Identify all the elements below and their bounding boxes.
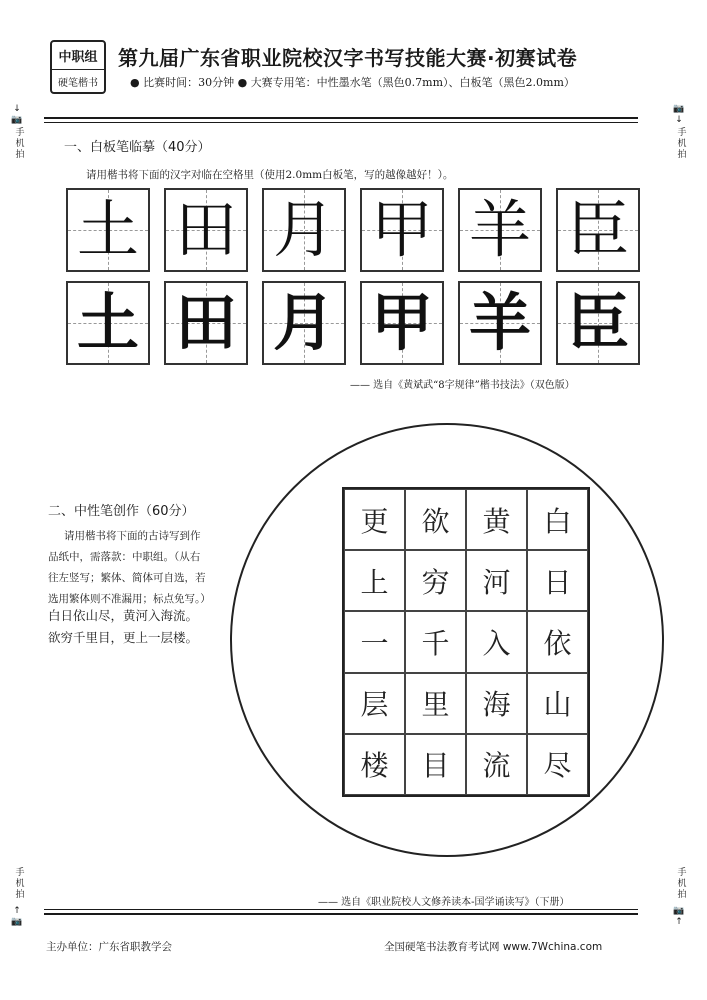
poem-cell: 里 [405,673,466,734]
poem-cell: 一 [344,611,405,672]
exam-info: ● 比赛时间：30分钟 ● 大赛专用笔：中性墨水笔（黑色0.7mm）、白板笔（黑色2.0mm） [130,76,575,89]
margin-mark-top-right [672,104,686,126]
page-title: 第九届广东省职业院校汉字书写技能大赛·初赛试卷 [118,46,578,70]
instruction-line: 请用楷书将下面的古诗写到作 [64,530,201,542]
copy-cell [164,281,248,365]
footer-organizer: 主办单位：广东省职教学会 [46,941,172,953]
camera-up-icon: ↑📷 [11,906,23,927]
camera-up-icon: 📷↑ [673,906,685,927]
poem-cell: 上 [344,550,405,611]
camera-down-icon: ↓📷 [11,104,23,125]
copy-char: 月 [272,286,335,359]
poem-cell: 尽 [527,734,588,795]
poem-cell: 海 [466,673,527,734]
instruction-line: 往左竖写；繁体、简体可自选，若 [48,572,206,584]
model-cell [360,188,444,272]
copy-char: 土 [76,286,139,359]
poem-cell: 黄 [466,489,527,550]
badge-style-label: 硬笔楷书 [58,77,98,89]
section1-heading: 一、白板笔临摹（40分） [64,140,211,155]
model-cell [262,188,346,272]
poem-cell: 穷 [405,550,466,611]
margin-mark-top-left [10,104,24,126]
section2-instruction [48,526,228,610]
poem-cell: 白 [527,489,588,550]
margin-label-top-left: 手机拍 [15,128,25,160]
poem-cell: 河 [466,550,527,611]
model-char: 羊 [468,193,531,266]
camera-down-icon: 📷↓ [673,104,685,125]
model-cell [458,188,542,272]
section1-instruction: 请用楷书将下面的汉字对临在空格里（使用2.0mm白板笔，写的越像越好！）。 [86,169,454,181]
poem-cell: 山 [527,673,588,734]
instruction-line: 品纸中，需落款：中职组。（从右 [48,551,201,563]
footer-website: 全国硬笔书法教育考试网 www.7Wchina.com [384,941,603,953]
margin-mark-bottom-left [10,906,24,928]
poem-cell: 流 [466,734,527,795]
top-rule-thin [44,122,638,123]
section2-source: —— 选自《职业院校人文修养读本-国学诵读写》（下册） [318,897,570,908]
margin-mark-bottom-right [672,906,686,928]
category-badge [50,40,106,94]
margin-label-bottom-right: 手机拍 [677,868,687,900]
copy-cell [556,281,640,365]
model-cell [164,188,248,272]
poem-grid [342,487,590,797]
model-char: 土 [76,193,139,266]
copy-cell [360,281,444,365]
poem-line: 白日依山尽，黄河入海流。 [48,608,199,623]
poem-cell: 依 [527,611,588,672]
poem-line: 欲穷千里目，更上一层楼。 [48,630,199,645]
copy-cell [458,281,542,365]
bottom-rule-thin [44,909,638,910]
copy-char-row [66,281,640,365]
section1-source: —— 选自《黄斌武“8字规律”楷书技法》（双色版） [350,380,575,391]
badge-group-label: 中职组 [52,42,104,70]
copy-char: 田 [174,286,237,359]
top-rule-thick [44,117,638,119]
model-char: 田 [174,193,237,266]
section2-heading: 二、中性笔创作（60分） [48,504,195,519]
poem-cell: 欲 [405,489,466,550]
poem-cell: 日 [527,550,588,611]
model-char-row [66,188,640,272]
margin-label-top-right: 手机拍 [677,128,687,160]
poem-cell: 层 [344,673,405,734]
instruction-line: 选用繁体则不准漏用；标点免写。） [48,593,211,605]
copy-char: 羊 [468,286,531,359]
margin-label-bottom-left: 手机拍 [15,868,25,900]
model-char: 甲 [370,193,433,266]
copy-cell [262,281,346,365]
copy-cell [66,281,150,365]
poem-cell: 千 [405,611,466,672]
bottom-rule-thick [44,913,638,915]
poem-cell: 楼 [344,734,405,795]
model-char: 月 [272,193,335,266]
poem-cell: 更 [344,489,405,550]
copy-char: 臣 [566,286,629,359]
poem-cell: 入 [466,611,527,672]
poem-cell: 目 [405,734,466,795]
copy-char: 甲 [370,286,433,359]
model-cell [556,188,640,272]
model-cell [66,188,150,272]
model-char: 臣 [566,193,629,266]
